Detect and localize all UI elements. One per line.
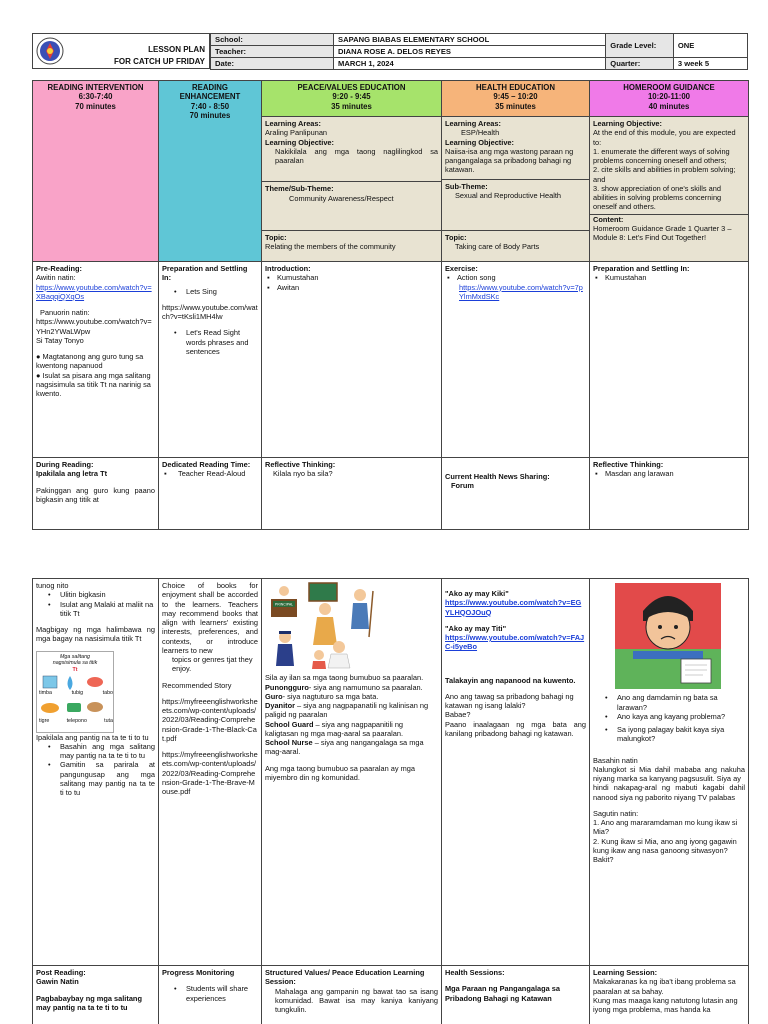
health-topic-label: Topic: <box>445 233 467 242</box>
reading-enhancement-time: 7:40 - 8:50 <box>190 101 230 111</box>
homeroom-guidance-header <box>590 81 749 117</box>
peace-values-minutes: 35 minutes <box>331 101 372 111</box>
post-reading-label: Post Reading: <box>36 968 86 977</box>
homeroom-prep-label: Preparation and Settling In: <box>593 264 690 273</box>
post-reading-activity: Pagbabaybay ng mga salitang may pantig na ta te ti to tu <box>36 993 142 1012</box>
health-sessions-label: Health Sessions: <box>445 968 505 977</box>
enhancement-prep-item-read: • Let's Read Sight words phrases and sentences <box>162 328 258 356</box>
pre-reading-song-link[interactable]: https://www.youtube.com/watch?v=XBaqqiQXqOs <box>36 282 152 301</box>
tt-chart-row-2 <box>39 718 113 725</box>
quarter-label: Quarter: <box>606 58 674 70</box>
health-education-header <box>442 81 590 117</box>
pre-reading-label: Pre-Reading: <box>36 264 82 273</box>
reading-intervention-minutes: 70 minutes <box>75 101 116 111</box>
pantig-intro: Ipakilala ang pantig na ta te ti to tu <box>36 732 149 742</box>
homeroom-question-2: • Ano kaya ang kayang problema? <box>593 712 745 721</box>
teacher-value: DIANA ROSE A. DELOS REYES <box>334 46 606 58</box>
quarter-value: 3 week 5 <box>673 58 747 70</box>
peace-areas-value: Araling Panlipunan <box>265 128 328 138</box>
dedicated-reading-item-1: ▪ Teacher Read-Aloud <box>162 469 258 478</box>
deped-seal-icon <box>33 34 67 68</box>
peace-objective-value: Nakikilala ang mga taong naglilingkod sa paaralan <box>275 146 438 165</box>
tt-word-tuta: tuta <box>104 717 113 724</box>
peace-values-header <box>262 81 442 117</box>
tt-chart-title-1: Mga salitang <box>59 653 91 660</box>
grade-level-value: ONE <box>673 34 747 58</box>
health-objective-label: Learning Objective: <box>445 137 514 147</box>
pantig-item-1: • Basahin ang mga salitang may pantig na ta te ti to tu <box>36 742 155 761</box>
tt-word-tabo: tabo <box>102 689 113 696</box>
progress-monitoring-label: Progress Monitoring <box>162 968 235 977</box>
health-objective-value: Naiisa-isa ang mga wastong paraan ng pangangalaga sa pribadong bahagi ng katawan. <box>445 146 574 175</box>
reading-intervention-title: READING INTERVENTION <box>47 83 144 92</box>
health-education-time: 9:45 – 10:20 <box>493 92 538 102</box>
tt-word-tigre: tigre <box>39 717 50 724</box>
homeroom-answer-3: Bakit? <box>593 855 614 864</box>
school-label: School: <box>211 34 334 46</box>
health-objectives-cell <box>442 117 590 231</box>
lesson-plan-header <box>32 33 748 69</box>
principal-icon <box>279 586 289 596</box>
recommended-story-label: Recommended Story <box>162 680 232 690</box>
janitor-def: – siya ang nagpapanatili ng kalinisan ng paligid ng paaralan <box>265 701 429 720</box>
peace-introduction-item-2: ▪ Awitan <box>265 283 438 292</box>
peace-objective-label: Learning Objective: <box>265 137 334 147</box>
book-choice-text-2: topics or genres tjat they enjoy. <box>172 655 253 674</box>
sad-child-illustration <box>593 581 743 691</box>
post-reading-sublabel: Gawin Natin <box>36 977 79 987</box>
peace-introduction-label: Introduction: <box>265 264 311 273</box>
peace-learning-session-label: Structured Values/ Peace Education Learning Session: <box>265 968 425 987</box>
letter-tt-examples-text: Magbigay ng mga halimbawa ng mga bagay na nasisimula titik Tt <box>36 625 155 644</box>
teacher-def: - siya nagtuturo sa mga bata. <box>282 691 379 701</box>
principal-def: - siya ang namumuno sa paaralan. <box>308 682 423 692</box>
homeroom-objective-1: 1. enumerate the different ways of solving problems concerning oneself and others; <box>593 146 730 165</box>
tt-word-timba: timba <box>39 689 52 696</box>
pantig-item-2: • Gamitin sa parirala at pangungusap ang mga salitang may pantig na ta te ti to tu <box>36 760 155 797</box>
letter-tt-tunog: tunog nito <box>36 581 69 590</box>
health-exercise-cell <box>442 262 590 458</box>
health-discussion-label: Talakayin ang napanood na kuwento. <box>445 675 576 685</box>
during-reading-label: During Reading: <box>36 460 94 469</box>
reading-enhancement-title-1: READING <box>192 83 228 92</box>
health-song-1-link[interactable]: https://www.youtube.com/watch?v=EGYLHQOJOuQ <box>445 598 582 617</box>
tabo-icon <box>87 677 103 687</box>
grade-level-label: Grade Level: <box>606 34 674 58</box>
guard-term: School Guard <box>265 719 314 729</box>
tt-chart-title-2: nagsisimula sa titik <box>52 660 98 667</box>
homeroom-guidance-minutes: 40 minutes <box>648 101 690 111</box>
progress-monitoring-item-1: • Students will share experiences <box>162 984 258 1003</box>
book-choice-cell <box>159 579 262 966</box>
homeroom-answer-1: 1. Ano ang mararamdaman mo kung ikaw si Mia? <box>593 818 738 837</box>
health-sessions-text: Mga Paraan ng Pangangalaga sa Pribadong Bahagi ng Katawan <box>445 984 561 1003</box>
peace-values-time: 9:20 - 9:45 <box>332 92 371 102</box>
peace-values-title: PEACE/VALUES EDUCATION <box>297 83 406 92</box>
homeroom-learning-session-text-2: Kung mas maaga kang natutong lutasin ang iyong mga problema, mas handa ka <box>593 995 738 1014</box>
health-question-1b: Babae? <box>445 710 471 720</box>
teacher-label: Teacher: <box>211 46 334 58</box>
enhancement-prep-cell <box>159 262 262 458</box>
health-question-1: Ano ang tawag sa pribadong bahagi ng katawan ng isang lalaki? <box>445 691 574 710</box>
homeroom-answer-2: 2. Kung ikaw si Mia, ano ang iyong gagawin kung ikaw ang nasa ganoong sitwasyon? <box>593 836 737 855</box>
health-subtheme-label: Sub-Theme: <box>445 181 488 191</box>
reading-intervention-time: 6:30-7:40 <box>78 92 113 102</box>
homeroom-objectives-cell <box>590 117 749 262</box>
test-paper-icon <box>681 659 711 683</box>
peace-introduction-cell <box>262 262 442 458</box>
principal-sign: PRINCIPAL <box>274 602 294 607</box>
enhancement-prep-url: https://www.youtube.com/watch?v=tKsli1MH4lw <box>162 302 258 321</box>
homeroom-learning-session-text: Makakaranas ka ng iba't ibang problema sa paaralan at sa bahay. <box>593 977 736 996</box>
health-exercise-song-link[interactable]: https://www.youtube.com/watch?v=7pYlmMxdSKc <box>459 282 583 301</box>
homeroom-prep-cell <box>590 262 749 458</box>
reading-enhancement-minutes: 70 minutes <box>189 111 231 121</box>
pre-reading-video-url: https://www.youtube.com/watch?v=YHn2YWaLWpw <box>36 317 152 336</box>
principal-term: Punongguro <box>265 682 309 692</box>
homeroom-guidance-title: HOMEROOM GUIDANCE <box>623 83 715 92</box>
health-song-2-link[interactable]: https://www.youtube.com/watch?v=FAJC-i5yeBo <box>445 633 585 652</box>
tt-chart-letter: Tt <box>72 666 78 673</box>
tigre-icon <box>41 703 59 713</box>
teacher-term: Guro <box>265 691 283 701</box>
lesson-plan-title-box <box>68 33 210 69</box>
tt-chart-row-1 <box>39 690 113 697</box>
reading-enhancement-title-2: ENHANCEMENT <box>179 92 241 102</box>
lesson-plan-title: LESSON PLAN <box>148 45 205 54</box>
health-news-forum: Forum <box>451 481 474 491</box>
health-song-2-title: "Ako ay may Titi" <box>445 623 507 633</box>
homeroom-objective-label: Learning Objective: <box>593 119 662 128</box>
enhancement-prep-label: Preparation and Settling In: <box>162 264 248 283</box>
school-workers-illustration <box>265 581 385 671</box>
nurse-icon <box>333 641 345 653</box>
health-education-title: HEALTH EDUCATION <box>476 83 555 92</box>
recommended-story-url-1: https://myfreeenglishworksheets.com/wp-content/uploads/2022/03/Reading-Comprehension-Grade-1-The-Black-Cat.pdf <box>162 696 258 743</box>
homeroom-learning-session-cell <box>590 966 749 1024</box>
teacher-icon <box>319 603 331 615</box>
date-label: Date: <box>211 58 334 70</box>
health-subtheme-value: Sexual and Reproductive Health <box>455 190 561 200</box>
letter-tt-lesson-cell <box>33 579 159 966</box>
peace-introduction-item-1: ▪ Kumustahan <box>265 273 438 282</box>
telepono-icon <box>67 703 81 712</box>
tubig-icon <box>68 676 73 690</box>
during-reading-sublabel: Ipakilala ang letra Tt <box>36 469 108 479</box>
pre-reading-story-title: Si Tatay Tonyo <box>36 335 84 345</box>
letter-tt-item-2: • Isulat ang Malaki at maliit na titik Tt <box>36 600 155 619</box>
peace-learning-session-text: Mahalaga ang gampanin ng bawat tao sa isang komunidad. Bawat isa may kaniya kaniyang tungkulin. <box>275 986 438 1014</box>
homeroom-prep-item-1: ▪ Kumustahan <box>593 273 745 282</box>
school-workers-outro: Ang mga taong bumubuo sa paaralan ay mga miyembro din ng komunidad. <box>265 763 415 782</box>
homeroom-story-text: Nalungkot si Mia dahil mababa ang nakuha niyang marka sa kanyang pagsusulit. Siya ay <box>593 764 745 783</box>
pre-reading-awitin: Awitin natin: <box>36 273 76 283</box>
peace-objectives-cell <box>262 117 442 231</box>
deped-logo <box>32 33 68 69</box>
peace-theme-value: Community Awareness/Respect <box>289 193 394 203</box>
homeroom-objective-2: 2. cite skills and abilities in problem solving; and <box>593 165 736 184</box>
date-value: MARCH 1, 2024 <box>334 58 606 70</box>
homeroom-question-3: • Sa iyong palagay bakit kaya siya malungkot? <box>593 725 745 744</box>
health-sessions-cell <box>442 966 590 1024</box>
pre-reading-cell <box>33 262 159 458</box>
peace-areas-label: Learning Areas: <box>265 119 321 128</box>
tt-word-tubig: tubig <box>71 689 84 696</box>
reading-enhancement-header <box>159 81 262 262</box>
health-exercise-label: Exercise: <box>445 264 478 273</box>
health-question-2: Paano inaalagaan ng mga bata ang kanilang pribadong bahagi ng katawan. <box>445 719 586 738</box>
peace-topic-cell <box>262 231 442 262</box>
during-reading-cell <box>33 458 159 530</box>
health-areas-label: Learning Areas: <box>445 119 501 128</box>
book-choice-text: Choice of books for enjoyment shall be accorded to the learners. Teachers may recommend books that align with learners' existing interests, preferences, and contexts, or introduce learners to new <box>162 581 258 655</box>
homeroom-story-text-2: hindi nakapag-aral ng mabuti kagabi dahil nanood siya ng paborito niyang TV palabas <box>593 783 745 802</box>
timba-icon <box>43 676 57 688</box>
recommended-story-url-2: https://myfreeenglishworksheets.com/wp-content/uploads/2022/03/Reading-Comprehension-Grade-1-The-Brave-Mouse.pdf <box>162 750 258 796</box>
homeroom-content-value: Homeroom Guidance Grade 1 Quarter 3 – Module 8: Let's Find Out Together! <box>593 223 732 242</box>
school-value: SAPANG BIABAS ELEMENTARY SCHOOL <box>334 34 606 46</box>
health-topic-value: Taking care of Body Parts <box>455 242 540 252</box>
peace-reflective-label: Reflective Thinking: <box>265 460 336 469</box>
peace-theme-label: Theme/Sub-Theme: <box>265 184 334 194</box>
health-news-cell <box>442 458 590 530</box>
reading-intervention-header <box>33 81 159 262</box>
pre-reading-bullet-2: ● Isulat sa pisara ang mga salitang nagsisimula sa titik Tt na narinig sa kwento. <box>36 370 151 398</box>
nurse-term: School Nurse <box>265 738 313 747</box>
homeroom-sagutin-label: Sagutin natin: <box>593 808 639 818</box>
health-song-1-title: "Ako ay may Kiki" <box>445 589 509 598</box>
peace-topic-value: Relating the members of the community <box>265 242 396 252</box>
homeroom-reflective-item-1: ▪ Masdan ang larawan <box>593 469 745 478</box>
pre-reading-panuorin: Panuorin natin: <box>40 308 90 317</box>
homeroom-reflective-label: Reflective Thinking: <box>593 460 664 469</box>
health-exercise-item-1: ▪ Action song <box>445 273 586 282</box>
homeroom-learning-session-label: Learning Session: <box>593 968 658 977</box>
homeroom-content-label: Content: <box>593 214 624 224</box>
homeroom-objective-3: 3. show appreciation of one's skills and abilities in solving problems concerning oneself and others. <box>593 183 722 212</box>
health-news-label: Current Health News Sharing: <box>445 472 550 481</box>
homeroom-basahin-label: Basahin natin <box>593 755 638 765</box>
health-education-minutes: 35 minutes <box>495 101 536 111</box>
janitor-term: Dyanitor <box>265 701 295 710</box>
guard-def: – siya ang nagpapanitili ng kaligtasan ng mga mag-aaral sa paaralan. <box>265 719 404 738</box>
homeroom-objective-intro: At the end of this module, you are expected to: <box>593 128 736 147</box>
letter-tt-item-1: • Ulitin bigkasin <box>36 590 155 599</box>
school-workers-cell <box>262 579 442 966</box>
homeroom-question-1: • Ano ang damdamin ng bata sa larawan? <box>593 693 745 712</box>
health-topic-cell <box>442 231 590 262</box>
peace-reflective-text: Kilala nyo ba sila? <box>273 469 333 479</box>
during-reading-text: Pakinggan ang guro kung paano bigkasin ang titik at <box>36 485 155 504</box>
post-reading-cell <box>33 966 159 1024</box>
health-videos-cell <box>442 579 590 966</box>
homeroom-reflective-cell <box>590 458 749 530</box>
peace-reflective-cell <box>262 458 442 530</box>
tt-word-telepono: telepono <box>66 717 87 724</box>
peace-topic-label: Topic: <box>265 233 287 242</box>
dedicated-reading-label: Dedicated Reading Time: <box>162 460 251 469</box>
school-workers-intro: Sila ay ilan sa mga taong bumubuo sa paaralan. <box>265 673 424 683</box>
nurse-def: – siya ang nangangalaga sa mga mag-aaral. <box>265 738 424 757</box>
header-info-table <box>210 33 748 70</box>
enhancement-prep-item-sing: • Lets Sing <box>162 287 258 296</box>
pre-reading-bullet-1: ● Magtatanong ang guro tung sa kwentong napanuod <box>36 352 144 371</box>
blackboard-icon <box>309 583 337 601</box>
janitor-icon <box>354 589 366 601</box>
lesson-plan-table-page2 <box>32 578 749 1024</box>
dedicated-reading-cell <box>159 458 262 530</box>
tt-words-chart <box>36 651 114 733</box>
lesson-plan-table-page1 <box>32 80 749 530</box>
homeroom-reflection-cell <box>590 579 749 966</box>
lesson-plan-subtitle: FOR CATCH UP FRIDAY <box>114 57 205 66</box>
peace-learning-session-cell <box>262 966 442 1024</box>
health-areas-value: ESP/Health <box>461 128 500 138</box>
progress-monitoring-cell <box>159 966 262 1024</box>
tuta-icon <box>87 702 103 712</box>
homeroom-guidance-time: 10:20-11:00 <box>647 92 691 102</box>
